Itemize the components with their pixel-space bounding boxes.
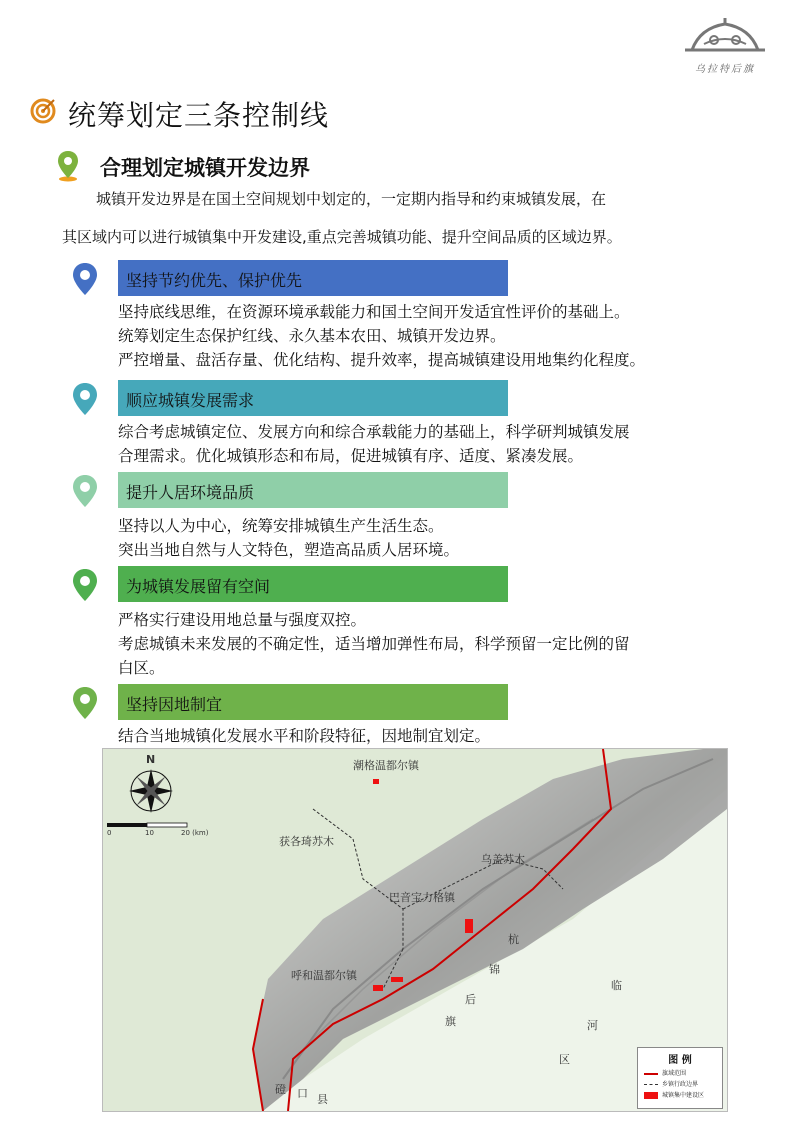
place-label: 临 bbox=[611, 979, 622, 992]
intro-line-2: 其区域内可以进行城镇集中开发建设,重点完善城镇功能、提升空间品质的区域边界。 bbox=[62, 228, 622, 246]
item-bar-2 bbox=[118, 380, 508, 416]
item-body-1 bbox=[118, 300, 728, 372]
item-body-4 bbox=[118, 608, 728, 680]
page-title: 统筹划定三条控制线 bbox=[68, 99, 330, 132]
place-label: 呼和温都尔镇 bbox=[291, 969, 357, 982]
item-label: 坚持节约优先、保护优先 bbox=[126, 271, 303, 290]
item-line: 结合当地城镇化发展水平和阶段特征，因地制宜划定。 bbox=[118, 727, 491, 745]
place-label: 杭 bbox=[508, 933, 519, 946]
logo-text: 乌拉特后旗 bbox=[695, 64, 755, 75]
item-bar-4 bbox=[118, 566, 508, 602]
item-line: 合理需求。优化城镇形态和布局，促进城镇有序、适度、紧凑发展。 bbox=[118, 447, 584, 465]
item-bar-1 bbox=[118, 260, 508, 296]
place-label: 河 bbox=[587, 1019, 598, 1032]
scale-label: 10 bbox=[145, 829, 154, 837]
item-line: 坚持底线思维，在资源环境承载能力和国土空间开发适宜性评价的基础上。 bbox=[118, 303, 630, 321]
place-label: 口 bbox=[297, 1087, 308, 1100]
target-icon bbox=[30, 98, 56, 124]
place-label: 获各琦苏木 bbox=[279, 835, 334, 848]
item-bar-3 bbox=[118, 472, 508, 508]
item-line: 严控增量、盘活存量、优化结构、提升效率，提高城镇建设用地集约化程度。 bbox=[118, 351, 646, 369]
scale-label: 0 bbox=[107, 829, 112, 837]
place-label: 后 bbox=[465, 993, 476, 1006]
legend-label: 城镇集中建设区 bbox=[662, 1092, 705, 1099]
item-line: 严格实行建设用地总量与强度双控。 bbox=[118, 611, 367, 629]
item-label: 提升人居环境品质 bbox=[126, 483, 255, 502]
place-label: 县 bbox=[317, 1093, 328, 1106]
location-pin-icon bbox=[72, 568, 98, 602]
legend-label: 旗域范围 bbox=[662, 1070, 687, 1077]
item-body-3 bbox=[118, 514, 728, 562]
item-label: 为城镇发展留有空间 bbox=[126, 577, 271, 596]
legend-label: 乡镇行政边界 bbox=[662, 1081, 699, 1088]
item-line: 统筹划定生态保护红线、永久基本农田、城镇开发边界。 bbox=[118, 327, 506, 345]
legend-item bbox=[644, 1079, 698, 1088]
item-line: 突出当地自然与人文特色，塑造高品质人居环境。 bbox=[118, 541, 460, 559]
location-pin-icon bbox=[72, 262, 98, 296]
legend-swatch bbox=[644, 1092, 658, 1099]
location-pin-icon bbox=[57, 150, 79, 182]
section-title: 合理划定城镇开发边界 bbox=[100, 156, 310, 180]
place-label: 潮格温都尔镇 bbox=[353, 759, 419, 772]
item-label: 坚持因地制宜 bbox=[126, 695, 223, 714]
location-pin-icon bbox=[72, 686, 98, 720]
place-label: 区 bbox=[559, 1053, 570, 1066]
legend-swatch bbox=[644, 1084, 658, 1085]
item-body-5 bbox=[118, 724, 728, 748]
intro-line-1: 城镇开发边界是在国土空间规划中划定的，一定期内指导和约束城镇发展，在 bbox=[96, 190, 607, 208]
place-label: 锦 bbox=[489, 963, 500, 976]
item-line: 白区。 bbox=[118, 659, 165, 677]
place-label: 旗 bbox=[445, 1015, 456, 1028]
location-pin-icon bbox=[72, 382, 98, 416]
item-label: 顺应城镇发展需求 bbox=[126, 391, 255, 410]
scale-label: 20 (km) bbox=[181, 829, 209, 837]
legend-item bbox=[644, 1068, 686, 1077]
yurt-icon bbox=[680, 14, 770, 60]
place-label: 磴 bbox=[275, 1083, 286, 1096]
place-label: 巴音宝力格镇 bbox=[389, 891, 455, 904]
planning-map bbox=[102, 748, 728, 1112]
legend-swatch bbox=[644, 1073, 658, 1075]
north-label: N bbox=[146, 753, 156, 766]
item-line: 考虑城镇未来发展的不确定性，适当增加弹性布局，科学预留一定比例的留 bbox=[118, 635, 630, 653]
map-legend bbox=[637, 1047, 723, 1109]
item-bar-5 bbox=[118, 684, 508, 720]
item-body-2 bbox=[118, 420, 728, 468]
location-pin-icon bbox=[72, 474, 98, 508]
item-line: 综合考虑城镇定位、发展方向和综合承载能力的基础上，科学研判城镇发展 bbox=[118, 423, 630, 441]
legend-item bbox=[644, 1090, 704, 1099]
item-line: 坚持以人为中心，统筹安排城镇生产生活生态。 bbox=[118, 517, 444, 535]
legend-title: 图 例 bbox=[668, 1055, 692, 1066]
place-label: 乌盖苏木 bbox=[481, 853, 525, 866]
banner-logo bbox=[680, 14, 770, 76]
map-graphic bbox=[103, 749, 727, 1111]
